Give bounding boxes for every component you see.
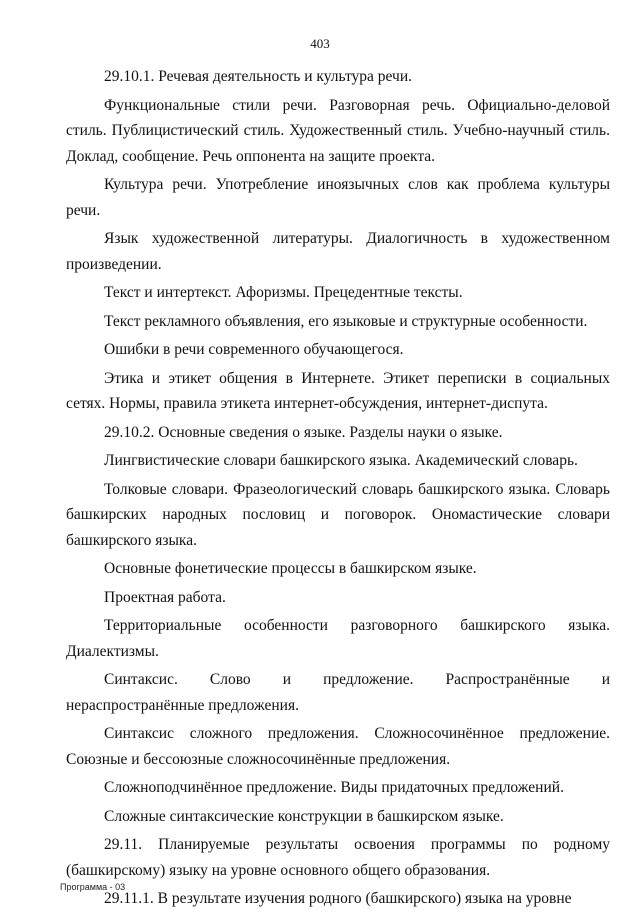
paragraph: Текст и интертекст. Афоризмы. Прецедентные тексты. <box>104 284 463 301</box>
paragraph: Ошибки в речи современного обучающегося. <box>104 341 404 358</box>
paragraph: 29.11.1. В результате изучения родного (башкирского) языка на уровне <box>104 890 572 907</box>
paragraph: Функциональные стили речи. Разговорная речь. Официально-деловой стиль. Публицистический стиль. Художественный стиль. Учебно-научный стиль. Доклад, сообщение. Речь оппонента на защите проекта. <box>66 96 610 165</box>
paragraph: Культура речи. Употребление иноязычных слов как проблема культуры речи. <box>66 176 610 219</box>
paragraph: Синтаксис. Слово и предложение. Распространённые и нераспространённые предложения. <box>66 671 610 714</box>
paragraph: Язык художественной литературы. Диалогичность в художественном произведении. <box>66 230 610 273</box>
paragraph: 29.11. Планируемые результаты освоения программы по родному (башкирскому) языку на уровне основного общего образования. <box>66 836 610 879</box>
paragraph: Лингвистические словари башкирского языка. Академический словарь. <box>104 452 578 469</box>
paragraph: Синтаксис сложного предложения. Сложносочинённое предложение. Союзные и бессоюзные сложносочинённые предложения. <box>66 725 610 768</box>
paragraph: Сложноподчинённое предложение. Виды придаточных предложений. <box>104 779 564 796</box>
paragraph: Территориальные особенности разговорного башкирского языка. Диалектизмы. <box>66 617 610 660</box>
body-text <box>66 64 610 912</box>
paragraph: Сложные синтаксические конструкции в башкирском языке. <box>104 807 504 825</box>
paragraph: 29.10.2. Основные сведения о языке. Разделы науки о языке. <box>104 423 503 441</box>
paragraph: Основные фонетические процессы в башкирском языке. <box>104 560 477 577</box>
paragraph: Толковые словари. Фразеологический словарь башкирского языка. Словарь башкирских народных пословиц и поговорок. Ономастические словари башкирского языка. <box>66 480 610 549</box>
paragraph: Этика и этикет общения в Интернете. Этикет переписки в социальных сетях. Нормы, правила этикета интернет-обсуждения, интернет-диспута. <box>66 369 610 412</box>
paragraph: Текст рекламного объявления, его языковые и структурные особенности. <box>104 312 588 330</box>
paragraph: Проектная работа. <box>104 588 226 606</box>
footer-label: Программа - 03 <box>60 882 126 892</box>
page-number: 403 <box>310 36 330 51</box>
paragraph: 29.10.1. Речевая деятельность и культура речи. <box>104 68 413 85</box>
